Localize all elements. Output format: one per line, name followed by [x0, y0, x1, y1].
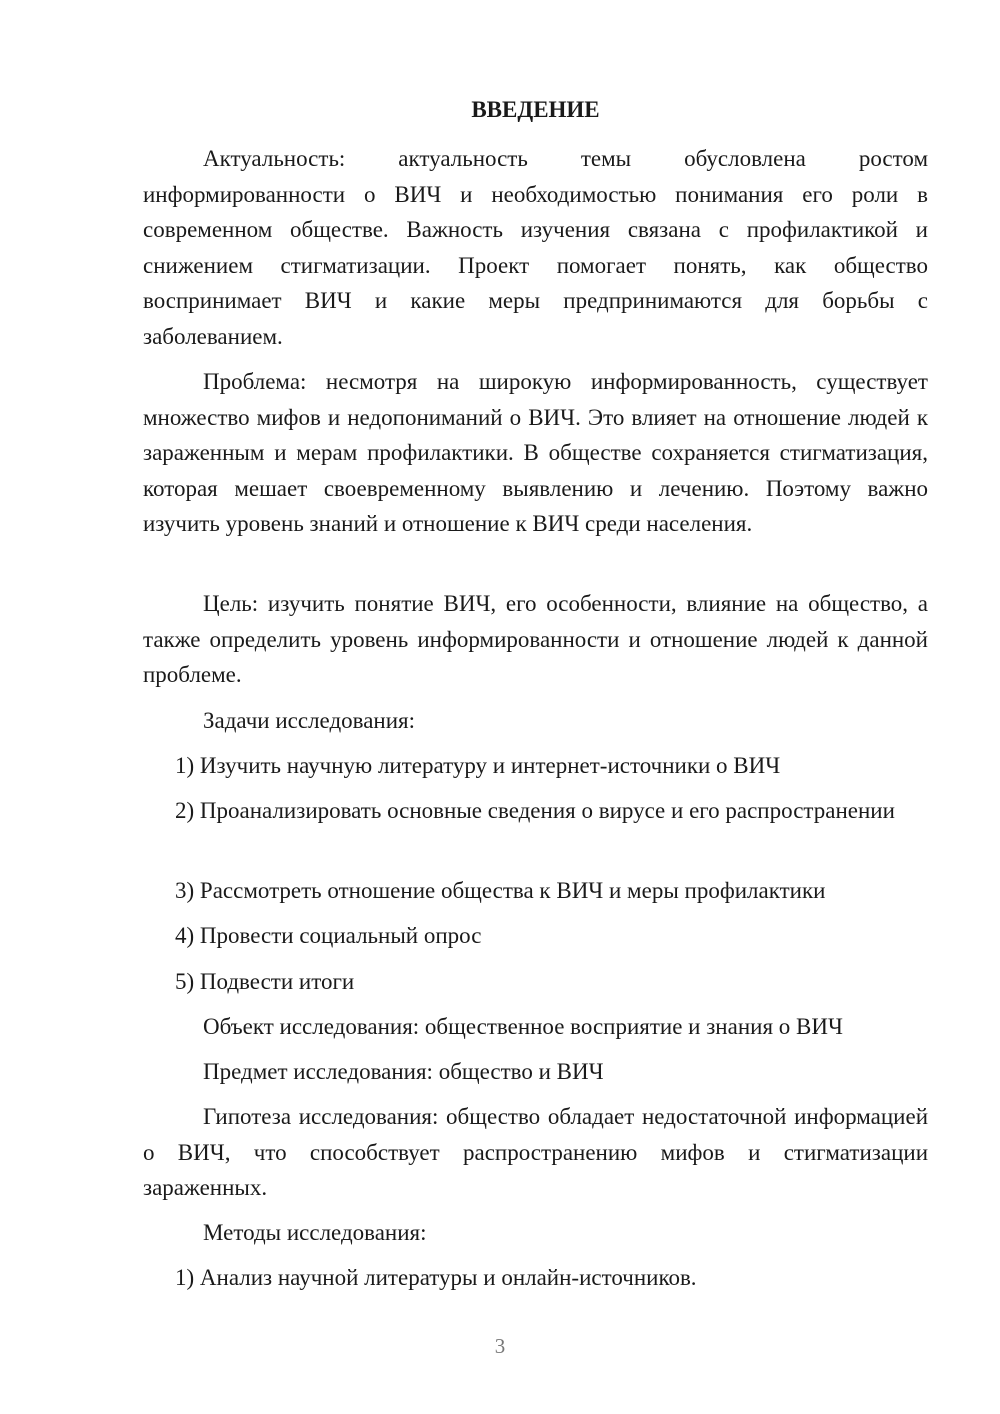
task-item-1: 1) Изучить научную литературу и интернет-источники о ВИЧ — [175, 753, 781, 778]
problem-paragraph: Проблема: несмотря на широкую информированность, существует множество мифов и недопониманий о ВИЧ. Это влияет на отношение людей к зараженным и мерам профилактики. В обществе сохраняется стигматизация, которая мешает своевременному выявлению и лечению. Поэтому важно изучить уровень знаний и отношение к ВИЧ среди населения. — [143, 369, 928, 536]
task-item-3: 3) Рассмотреть отношение общества к ВИЧ и меры профилактики — [175, 878, 826, 903]
subject-paragraph: Предмет исследования: общество и ВИЧ — [203, 1059, 604, 1084]
task-item-4: 4) Провести социальный опрос — [175, 923, 482, 948]
goal-paragraph: Цель: изучить понятие ВИЧ, его особенности, влияние на общество, а также определить уровень информированности и отношение людей к данной проблеме. — [143, 591, 928, 687]
methods-title: Методы исследования: — [203, 1220, 427, 1245]
method-item-1: 1) Анализ научной литературы и онлайн-источников. — [175, 1265, 697, 1290]
hypothesis-paragraph: Гипотеза исследования: общество обладает недостаточной информацией о ВИЧ, что способствует распространению мифов и стигматизации зараженных. — [143, 1104, 928, 1200]
page-number: 3 — [494, 1334, 506, 1358]
relevance-paragraph: Актуальность: актуальность темы обусловлена ростом информированности о ВИЧ и необходимостью понимания его роли в современном обществе. Важность изучения связана с профилактикой и снижением стигматизации. Проект помогает понять, как общество воспринимает ВИЧ и какие меры предпринимаются для борьбы с заболеванием. — [143, 146, 928, 349]
tasks-title: Задачи исследования: — [203, 708, 416, 733]
task-item-2: 2) Проанализировать основные сведения о вирусе и его распространении — [175, 798, 895, 823]
task-item-5: 5) Подвести итоги — [175, 969, 355, 994]
section-heading: ВВЕДЕНИЕ — [471, 97, 600, 122]
object-paragraph: Объект исследования: общественное восприятие и знания о ВИЧ — [203, 1014, 843, 1039]
